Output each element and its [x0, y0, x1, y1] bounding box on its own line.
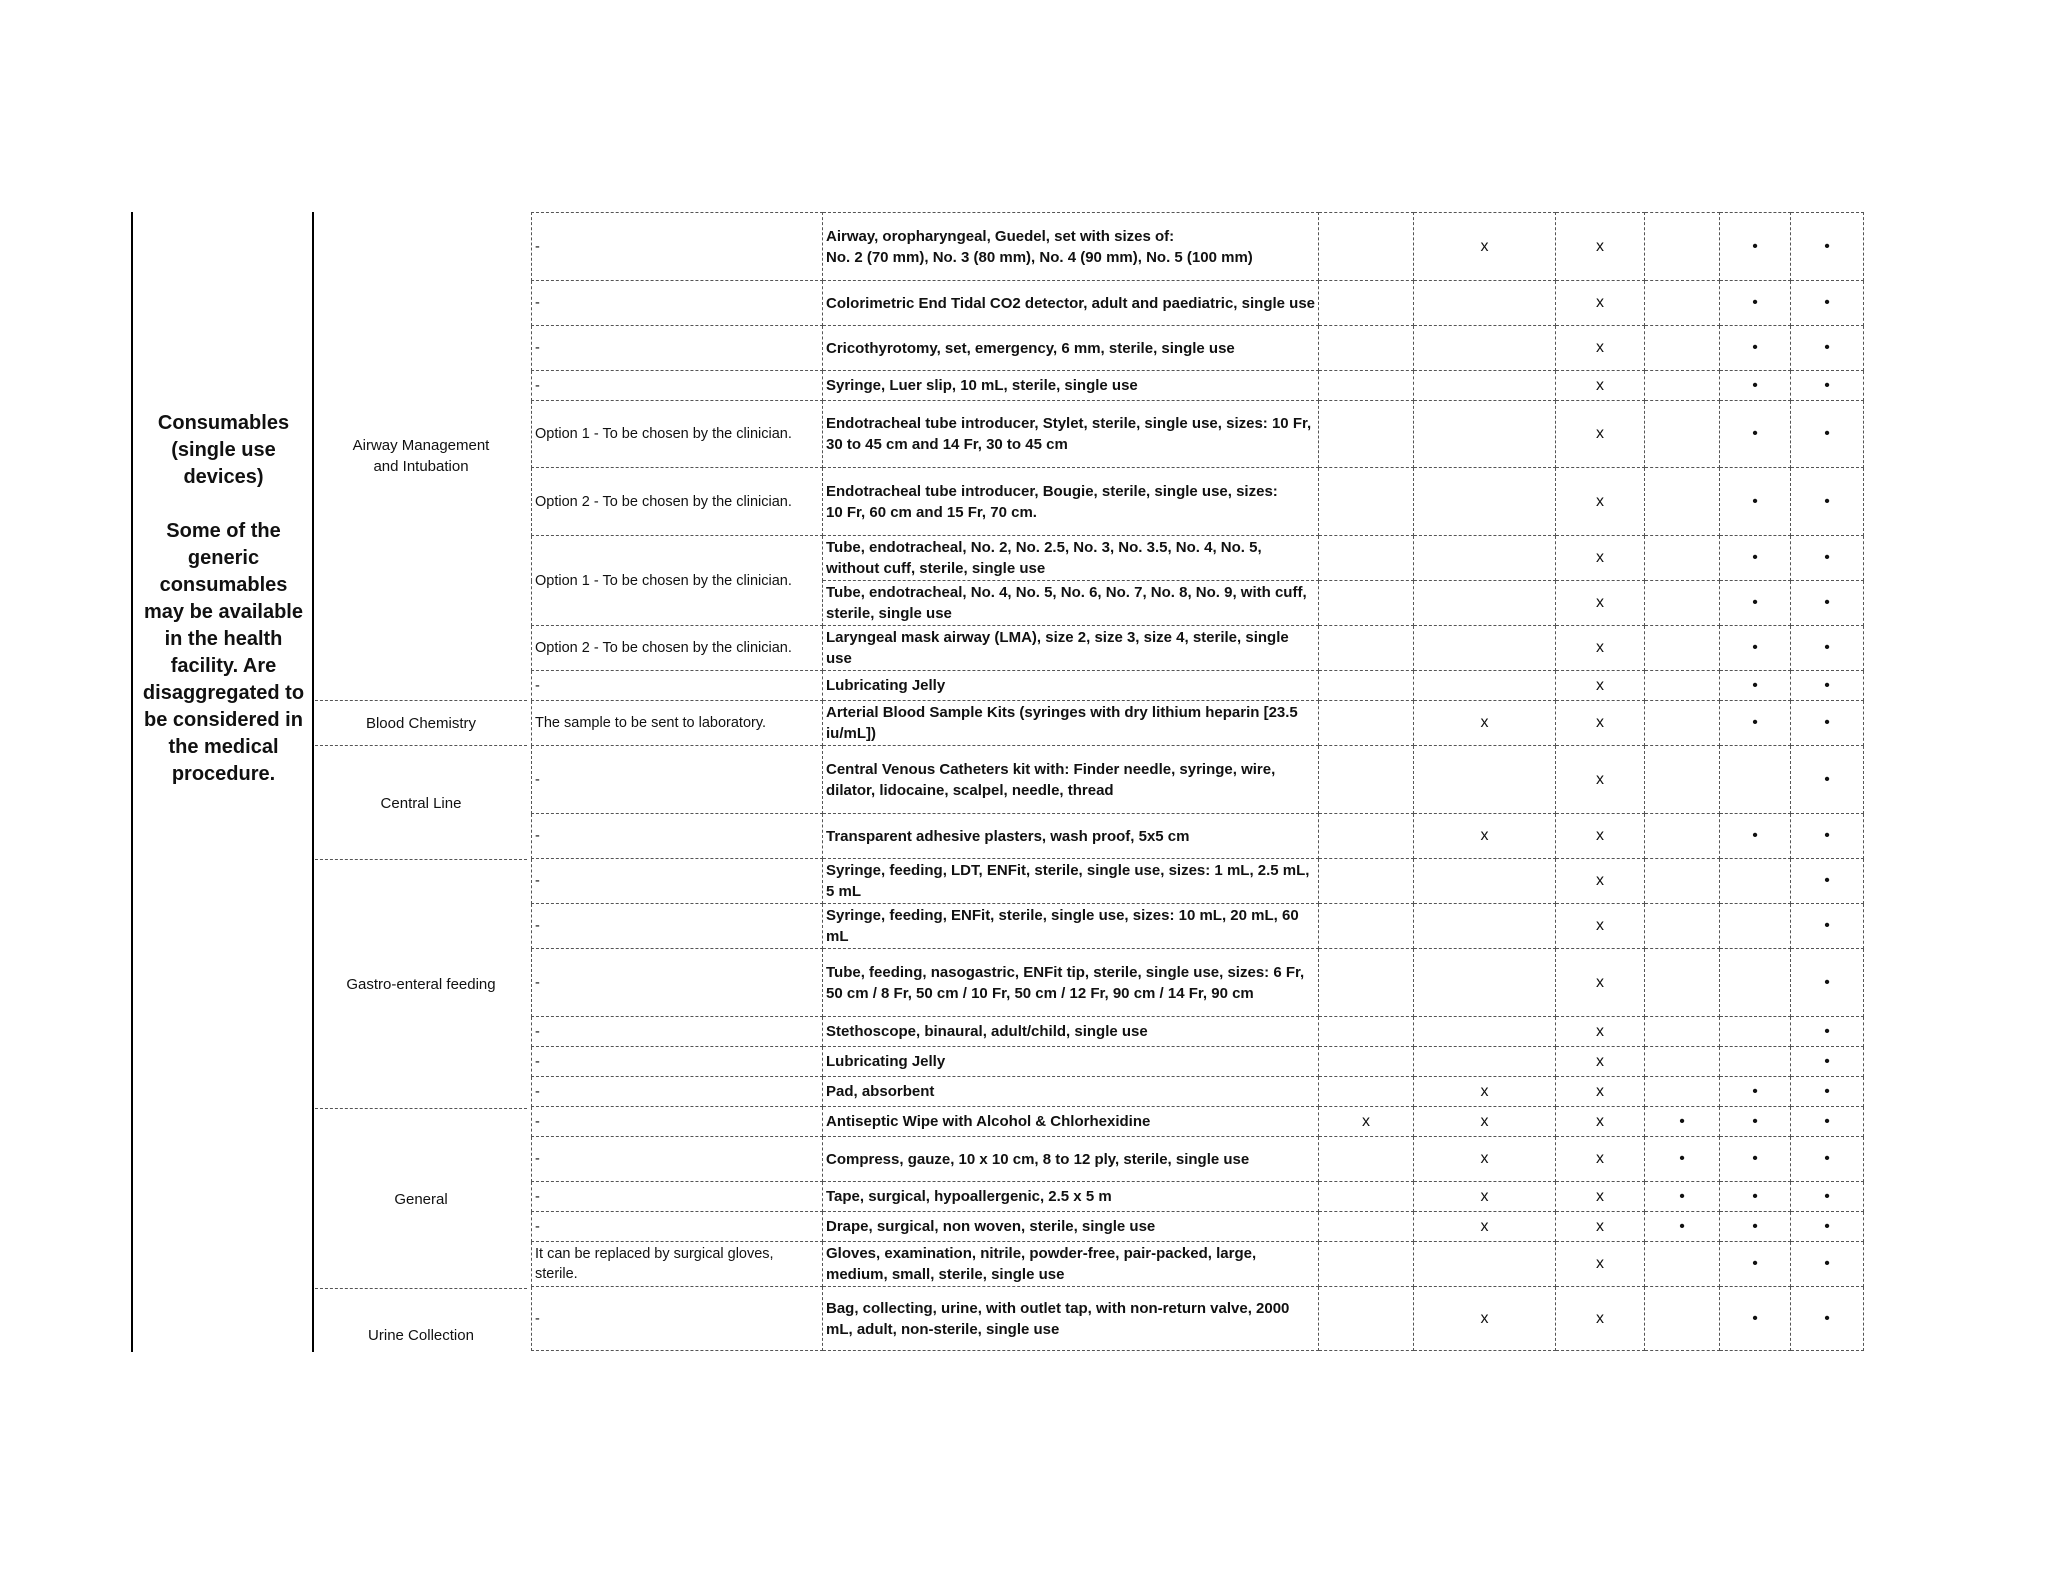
mark-cell: x: [1414, 1137, 1556, 1182]
mark-cell: •: [1720, 468, 1791, 536]
mark-cell: [1645, 326, 1720, 371]
mark-cell: [1414, 371, 1556, 401]
table-row: [532, 746, 1864, 814]
mark-cell: x: [1556, 859, 1645, 904]
mark-cell: •: [1791, 281, 1864, 326]
row-note: -: [532, 1107, 823, 1137]
mark-cell: [1414, 468, 1556, 536]
row-item: Drape, surgical, non woven, sterile, single use: [823, 1212, 1319, 1242]
row-note: It can be replaced by surgical gloves, sterile.: [532, 1242, 823, 1287]
mark-cell: [1720, 1047, 1791, 1077]
table-row: [532, 701, 1864, 746]
row-note: -: [532, 371, 823, 401]
mark-cell: [1645, 746, 1720, 814]
mark-cell: [1414, 859, 1556, 904]
mark-cell: x: [1556, 326, 1645, 371]
mark-cell: [1645, 626, 1720, 671]
row-item: Colorimetric End Tidal CO2 detector, adult and paediatric, single use: [823, 281, 1319, 326]
mark-cell: [1414, 1017, 1556, 1047]
table-row: [532, 1107, 1864, 1137]
row-item: Central Venous Catheters kit with: Finder needle, syringe, wire, dilator, lidocaine, scalpel, needle, thread: [823, 746, 1319, 814]
mark-cell: •: [1720, 1212, 1791, 1242]
mark-cell: [1319, 1047, 1414, 1077]
mark-cell: •: [1720, 671, 1791, 701]
mark-cell: •: [1720, 1107, 1791, 1137]
group-label-central-line: Central Line: [315, 745, 527, 859]
row-note: -: [532, 1287, 823, 1351]
mark-cell: [1319, 671, 1414, 701]
mark-cell: [1414, 1242, 1556, 1287]
mark-cell: •: [1791, 626, 1864, 671]
mark-cell: [1319, 859, 1414, 904]
table-row: [532, 1242, 1864, 1287]
mark-cell: •: [1791, 1137, 1864, 1182]
mark-cell: x: [1556, 1077, 1645, 1107]
group-label-blood-chemistry: Blood Chemistry: [315, 700, 527, 746]
mark-cell: •: [1645, 1107, 1720, 1137]
mark-cell: [1645, 671, 1720, 701]
mark-cell: [1720, 746, 1791, 814]
group-label-airway: Airway Management and Intubation: [352, 437, 490, 475]
mark-cell: •: [1645, 1182, 1720, 1212]
table-row: [532, 904, 1864, 949]
mark-cell: [1414, 326, 1556, 371]
mark-cell: [1319, 1017, 1414, 1047]
mark-cell: x: [1556, 1107, 1645, 1137]
mark-cell: [1319, 949, 1414, 1017]
mark-cell: •: [1645, 1137, 1720, 1182]
mark-cell: •: [1720, 371, 1791, 401]
table-row: [532, 213, 1864, 281]
mark-cell: [1720, 1017, 1791, 1047]
mark-cell: [1645, 1077, 1720, 1107]
mark-cell: •: [1791, 859, 1864, 904]
mark-cell: x: [1414, 1077, 1556, 1107]
mark-cell: [1720, 859, 1791, 904]
row-note: -: [532, 904, 823, 949]
mark-cell: [1414, 746, 1556, 814]
mark-cell: [1645, 401, 1720, 468]
mark-cell: •: [1791, 468, 1864, 536]
mark-cell: •: [1720, 1287, 1791, 1351]
row-note: -: [532, 326, 823, 371]
row-item: Airway, oropharyngeal, Guedel, set with sizes of: No. 2 (70 mm), No. 3 (80 mm), No. 4 (90 mm), No. 5 (100 mm): [823, 213, 1319, 281]
mark-cell: [1414, 281, 1556, 326]
mark-cell: •: [1791, 371, 1864, 401]
row-item: Tube, feeding, nasogastric, ENFit tip, sterile, single use, sizes: 6 Fr, 50 cm / 8 Fr, 50 cm / 10 Fr, 50 cm / 12 Fr, 90 cm / 14 Fr, 90 cm: [823, 949, 1319, 1017]
mark-cell: x: [1556, 1242, 1645, 1287]
mark-cell: •: [1791, 1047, 1864, 1077]
table-row: [532, 1077, 1864, 1107]
mark-cell: [1319, 371, 1414, 401]
mark-cell: •: [1791, 326, 1864, 371]
row-item: Lubricating Jelly: [823, 671, 1319, 701]
mark-cell: x: [1414, 701, 1556, 746]
mark-cell: x: [1556, 536, 1645, 581]
mark-cell: [1319, 536, 1414, 581]
mark-cell: •: [1791, 1182, 1864, 1212]
table-row: [532, 1212, 1864, 1242]
mark-cell: [1645, 581, 1720, 626]
table-row: [532, 1017, 1864, 1047]
mark-cell: [1645, 213, 1720, 281]
mark-cell: [1645, 859, 1720, 904]
mark-cell: •: [1791, 1212, 1864, 1242]
mark-cell: [1319, 213, 1414, 281]
mark-cell: [1645, 1242, 1720, 1287]
mark-cell: [1645, 536, 1720, 581]
mark-cell: •: [1720, 326, 1791, 371]
mark-cell: [1319, 581, 1414, 626]
row-item: Tube, endotracheal, No. 4, No. 5, No. 6, No. 7, No. 8, No. 9, with cuff, sterile, single use: [823, 581, 1319, 626]
category-title: Consumables (single use devices): [157, 412, 290, 488]
row-item: Tube, endotracheal, No. 2, No. 2.5, No. 3, No. 3.5, No. 4, No. 5, without cuff, sterile, single use: [823, 536, 1319, 581]
mark-cell: [1645, 1047, 1720, 1077]
row-note: -: [532, 1212, 823, 1242]
mark-cell: •: [1791, 949, 1864, 1017]
mark-cell: •: [1791, 213, 1864, 281]
mark-cell: [1414, 536, 1556, 581]
row-note: -: [532, 859, 823, 904]
table-row: [532, 401, 1864, 468]
mark-cell: •: [1791, 1242, 1864, 1287]
mark-cell: •: [1720, 536, 1791, 581]
mark-cell: x: [1556, 1047, 1645, 1077]
mark-cell: [1414, 949, 1556, 1017]
row-note: -: [532, 281, 823, 326]
row-note: -: [532, 1182, 823, 1212]
mark-cell: [1414, 581, 1556, 626]
mark-cell: •: [1791, 904, 1864, 949]
row-note: -: [532, 213, 823, 281]
row-item: Endotracheal tube introducer, Stylet, sterile, single use, sizes: 10 Fr, 30 to 45 cm and 14 Fr, 30 to 45 cm: [823, 401, 1319, 468]
mark-cell: •: [1720, 1182, 1791, 1212]
table-row: [532, 326, 1864, 371]
mark-cell: •: [1791, 701, 1864, 746]
mark-cell: [1645, 468, 1720, 536]
mark-cell: [1414, 1047, 1556, 1077]
table-row: [532, 626, 1864, 671]
row-item: Syringe, Luer slip, 10 mL, sterile, single use: [823, 371, 1319, 401]
mark-cell: x: [1556, 746, 1645, 814]
mark-cell: •: [1791, 581, 1864, 626]
table-row: [532, 1047, 1864, 1077]
group-label-general: General: [315, 1108, 527, 1289]
mark-cell: x: [1414, 1212, 1556, 1242]
mark-cell: [1645, 904, 1720, 949]
mark-cell: [1645, 1287, 1720, 1351]
mark-cell: x: [1319, 1107, 1414, 1137]
mark-cell: •: [1791, 814, 1864, 859]
mark-cell: •: [1720, 1242, 1791, 1287]
row-item: Endotracheal tube introducer, Bougie, sterile, single use, sizes: 10 Fr, 60 cm and 15 Fr, 70 cm.: [823, 468, 1319, 536]
items-table: [531, 212, 1864, 1351]
row-item: Syringe, feeding, ENFit, sterile, single use, sizes: 10 mL, 20 mL, 60 mL: [823, 904, 1319, 949]
mark-cell: x: [1556, 701, 1645, 746]
mark-cell: [1720, 904, 1791, 949]
mark-cell: [1319, 1242, 1414, 1287]
mark-cell: x: [1414, 213, 1556, 281]
row-item: Gloves, examination, nitrile, powder-free, pair-packed, large, medium, small, sterile, single use: [823, 1242, 1319, 1287]
mark-cell: [1720, 949, 1791, 1017]
mark-cell: [1645, 1017, 1720, 1047]
table-row: [532, 536, 1864, 581]
mark-cell: [1319, 701, 1414, 746]
mark-cell: •: [1645, 1212, 1720, 1242]
mark-cell: x: [1556, 1182, 1645, 1212]
row-note: -: [532, 1077, 823, 1107]
mark-cell: [1319, 1077, 1414, 1107]
table-row: [532, 949, 1864, 1017]
row-item: Lubricating Jelly: [823, 1047, 1319, 1077]
mark-cell: [1319, 1182, 1414, 1212]
mark-cell: •: [1720, 814, 1791, 859]
mark-cell: [1414, 904, 1556, 949]
mark-cell: x: [1556, 814, 1645, 859]
mark-cell: [1645, 701, 1720, 746]
mark-cell: •: [1791, 1287, 1864, 1351]
row-item: Stethoscope, binaural, adult/child, single use: [823, 1017, 1319, 1047]
table-row: [532, 671, 1864, 701]
table-row: [532, 859, 1864, 904]
mark-cell: [1319, 814, 1414, 859]
mark-cell: x: [1556, 626, 1645, 671]
mark-cell: •: [1791, 746, 1864, 814]
row-note: -: [532, 1017, 823, 1047]
row-item: Compress, gauze, 10 x 10 cm, 8 to 12 ply, sterile, single use: [823, 1137, 1319, 1182]
table-row: [532, 1287, 1864, 1351]
mark-cell: •: [1791, 536, 1864, 581]
mark-cell: x: [1414, 1182, 1556, 1212]
mark-cell: •: [1720, 1077, 1791, 1107]
row-note: Option 1 - To be chosen by the clinician.: [532, 401, 823, 468]
mark-cell: x: [1556, 904, 1645, 949]
row-note: Option 2 - To be chosen by the clinician.: [532, 626, 823, 671]
row-note: -: [532, 746, 823, 814]
mark-cell: •: [1720, 581, 1791, 626]
mark-cell: x: [1556, 1287, 1645, 1351]
row-item: Pad, absorbent: [823, 1077, 1319, 1107]
mark-cell: •: [1720, 701, 1791, 746]
mark-cell: [1319, 1287, 1414, 1351]
mark-cell: [1414, 626, 1556, 671]
mark-cell: •: [1720, 626, 1791, 671]
mark-cell: [1319, 1137, 1414, 1182]
row-item: Tape, surgical, hypoallergenic, 2.5 x 5 m: [823, 1182, 1319, 1212]
mark-cell: x: [1556, 371, 1645, 401]
row-note: -: [532, 949, 823, 1017]
category-cell: [136, 410, 311, 815]
mark-cell: [1319, 1212, 1414, 1242]
mark-cell: •: [1720, 1137, 1791, 1182]
row-note: Option 2 - To be chosen by the clinician.: [532, 468, 823, 536]
table-row: [532, 468, 1864, 536]
mark-cell: x: [1556, 401, 1645, 468]
table-row: [532, 281, 1864, 326]
mark-cell: [1414, 671, 1556, 701]
row-item: Antiseptic Wipe with Alcohol & Chlorhexidine: [823, 1107, 1319, 1137]
mark-cell: [1319, 401, 1414, 468]
row-note: The sample to be sent to laboratory.: [532, 701, 823, 746]
mark-cell: [1645, 814, 1720, 859]
mark-cell: x: [1556, 581, 1645, 626]
table-row: [532, 814, 1864, 859]
mark-cell: •: [1791, 1017, 1864, 1047]
mark-cell: [1319, 468, 1414, 536]
mark-cell: [1414, 401, 1556, 468]
table-row: [532, 371, 1864, 401]
mark-cell: •: [1791, 1077, 1864, 1107]
mark-cell: [1319, 281, 1414, 326]
row-item: Transparent adhesive plasters, wash proof, 5x5 cm: [823, 814, 1319, 859]
mark-cell: x: [1556, 671, 1645, 701]
mark-cell: x: [1556, 1137, 1645, 1182]
mark-cell: •: [1791, 401, 1864, 468]
row-item: Syringe, feeding, LDT, ENFit, sterile, single use, sizes: 1 mL, 2.5 mL, 5 mL: [823, 859, 1319, 904]
mark-cell: x: [1556, 1017, 1645, 1047]
row-note: -: [532, 1047, 823, 1077]
mark-cell: x: [1556, 468, 1645, 536]
mark-cell: [1645, 949, 1720, 1017]
mark-cell: x: [1556, 949, 1645, 1017]
left-border-line: [131, 212, 133, 1352]
mark-cell: x: [1556, 281, 1645, 326]
row-item: Bag, collecting, urine, with outlet tap, with non-return valve, 2000 mL, adult, non-sterile, single use: [823, 1287, 1319, 1351]
table-row: [532, 1137, 1864, 1182]
mark-cell: [1319, 904, 1414, 949]
mark-cell: •: [1720, 401, 1791, 468]
mark-cell: •: [1720, 213, 1791, 281]
row-item: Laryngeal mask airway (LMA), size 2, size 3, size 4, sterile, single use: [823, 626, 1319, 671]
group-label-urine-collection: Urine Collection: [315, 1288, 527, 1352]
mark-cell: •: [1720, 281, 1791, 326]
mark-cell: [1645, 371, 1720, 401]
row-note: -: [532, 814, 823, 859]
mark-cell: x: [1414, 1107, 1556, 1137]
mark-cell: •: [1791, 1107, 1864, 1137]
row-note: -: [532, 671, 823, 701]
mark-cell: x: [1414, 1287, 1556, 1351]
mark-cell: x: [1556, 213, 1645, 281]
row-note: -: [532, 1137, 823, 1182]
mark-cell: •: [1791, 671, 1864, 701]
row-item: Cricothyrotomy, set, emergency, 6 mm, sterile, single use: [823, 326, 1319, 371]
group-label-gastro-enteral: Gastro-enteral feeding: [315, 859, 527, 1109]
mark-cell: [1645, 281, 1720, 326]
mark-cell: [1319, 626, 1414, 671]
table-row: [532, 1182, 1864, 1212]
category-note: Some of the generic consumables may be available in the health facility. Are disaggregated to be considered in the medical procedure.: [142, 520, 305, 785]
row-note: Option 1 - To be chosen by the clinician.: [532, 536, 823, 626]
mark-cell: x: [1414, 814, 1556, 859]
mark-cell: [1319, 746, 1414, 814]
mark-cell: [1319, 326, 1414, 371]
category-divider-line: [312, 212, 314, 1352]
row-item: Arterial Blood Sample Kits (syringes with dry lithium heparin [23.5 iu/mL]): [823, 701, 1319, 746]
mark-cell: x: [1556, 1212, 1645, 1242]
